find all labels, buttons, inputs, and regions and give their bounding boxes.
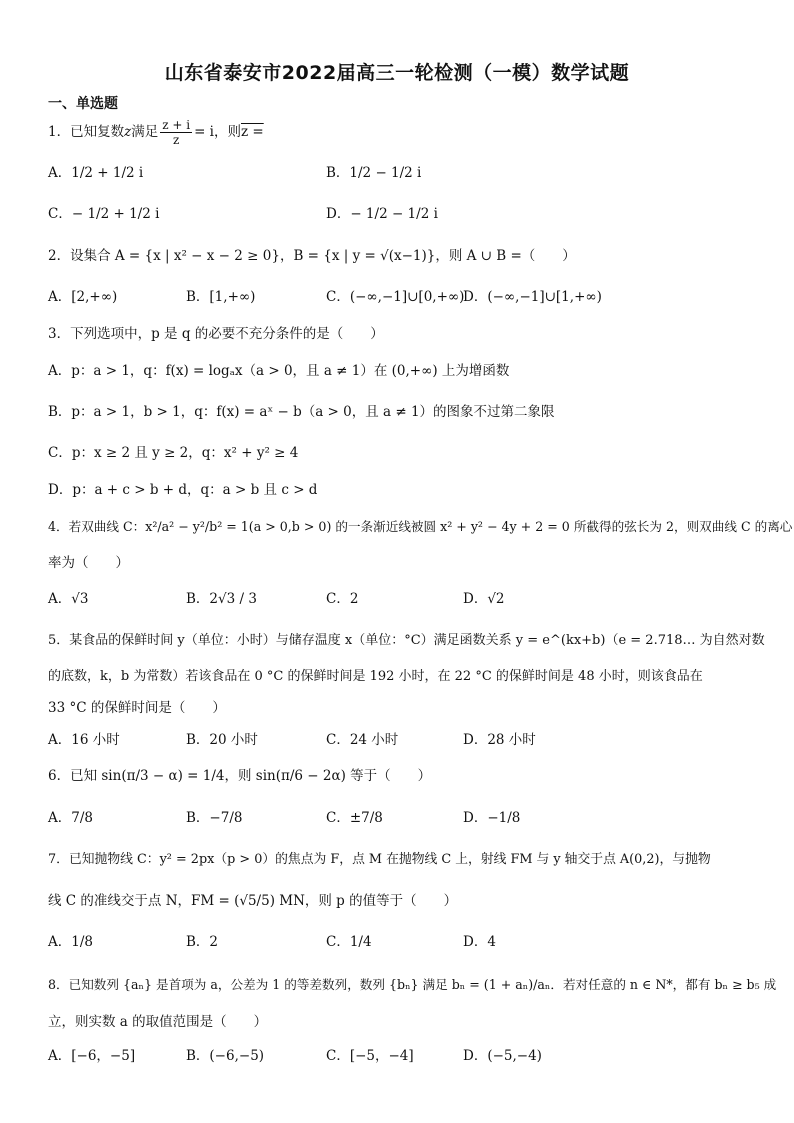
q2-stem: 2．设集合 A = {x | x² − x − 2 ≥ 0}，B = {x | y = √(x−1)}，则 A ∪ B =（ ） xyxy=(48,248,576,264)
q6-option-c: C．±7/8 xyxy=(326,810,383,826)
q1-stem-text: 1．已知复数 xyxy=(48,124,125,140)
q1-option-a: A．1/2 + 1/2 i xyxy=(48,165,144,181)
q7-stem-line-1: 7．已知抛物线 C：y² = 2px（p > 0）的焦点为 F，点 M 在抛物线 C 上，射线 FM 与 y 轴交于点 A(0,2)，与抛物 xyxy=(48,852,711,867)
q7-option-d: D．4 xyxy=(463,934,496,950)
q2-option-a: A．[2,+∞) xyxy=(48,289,118,305)
q4-option-c: C．2 xyxy=(326,591,359,607)
q1-stem-text-2: 满足 xyxy=(131,124,159,140)
q4-option-b: B．2√3 / 3 xyxy=(186,591,257,607)
q2-option-c: C．(−∞,−1]∪[0,+∞) xyxy=(326,289,465,305)
q8-option-d: D．(−5,−4) xyxy=(463,1048,542,1064)
q3-option-d: D．p：a + c > b + d，q：a > b 且 c > d xyxy=(48,482,318,498)
q8-stem-line-2: 立，则实数 a 的取值范围是（ ） xyxy=(48,1014,268,1030)
q7-option-c: C．1/4 xyxy=(326,934,372,950)
q5-option-a: A．16 小时 xyxy=(48,732,120,748)
q5-option-c: C．24 小时 xyxy=(326,732,399,748)
q5-stem-line-2: 的底数，k，b 为常数）若该食品在 0 °C 的保鲜时间是 192 小时，在 22 °C 的保鲜时间是 48 小时，则该食品在 xyxy=(48,669,703,684)
q7-option-a: A．1/8 xyxy=(48,934,93,950)
q1-stem-text-4: z = xyxy=(240,124,264,140)
q2-option-b: B．[1,+∞) xyxy=(186,289,256,305)
q5-stem-line-1: 5．某食品的保鲜时间 y（单位：小时）与储存温度 x（单位：°C）满足函数关系 y = e^(kx+b)（e = 2.718… 为自然对数 xyxy=(48,633,765,648)
q4-stem-line-2: 率为（ ） xyxy=(48,555,129,571)
q1-option-d: D．− 1/2 − 1/2 i xyxy=(326,206,438,222)
q4-stem-line-1: 4．若双曲线 C：x²/a² − y²/b² = 1(a > 0,b > 0) 的一条渐近线被圆 x² + y² − 4y + 2 = 0 所截得的弦长为 2，则双曲线 C 的离心 xyxy=(48,519,793,534)
page-title: 山东省泰安市2022届高三一轮检测（一模）数学试题 xyxy=(164,62,630,84)
q6-option-a: A．7/8 xyxy=(48,810,93,826)
q1-var: z xyxy=(124,124,132,140)
q5-stem-line-3: 33 °C 的保鲜时间是（ ） xyxy=(48,700,226,716)
q4-option-d: D．√2 xyxy=(463,591,505,607)
q3-option-a: A．p：a > 1，q：f(x) = logₐx（a > 0，且 a ≠ 1）在 (0,+∞) 上为增函数 xyxy=(48,363,510,379)
q3-option-c: C．p：x ≥ 2 且 y ≥ 2，q：x² + y² ≥ 4 xyxy=(48,445,299,461)
q3-stem: 3．下列选项中，p 是 q 的必要不充分条件的是（ ） xyxy=(48,326,384,342)
q8-option-a: A．[−6，−5] xyxy=(48,1048,136,1064)
q5-option-b: B．20 小时 xyxy=(186,732,258,748)
q8-option-c: C．[−5，−4] xyxy=(326,1048,414,1064)
q1-fraction: $\frac{z + i}{z}$ xyxy=(162,118,191,147)
q4-option-a: A．√3 xyxy=(48,591,89,607)
q7-option-b: B．2 xyxy=(186,934,219,950)
q2-option-d: D．(−∞,−1]∪[1,+∞) xyxy=(463,289,602,305)
q1-option-b: B．1/2 − 1/2 i xyxy=(326,165,422,181)
q6-stem: 6．已知 sin(π/3 − α) = 1/4，则 sin(π/6 − 2α) 等于（ ） xyxy=(48,768,432,784)
q1-stem xyxy=(48,118,264,147)
q8-stem-line-1: 8．已知数列 {aₙ} 是首项为 a，公差为 1 的等差数列，数列 {bₙ} 满足 bₙ = (1 + aₙ)/aₙ．若对任意的 n ∈ N*，都有 bₙ ≥ b₅ 成 xyxy=(48,977,777,992)
q5-option-d: D．28 小时 xyxy=(463,732,536,748)
q6-option-b: B．−7/8 xyxy=(186,810,243,826)
q3-option-b: B．p：a > 1，b > 1，q：f(x) = aˣ − b（a > 0，且 a ≠ 1）的图象不过第二象限 xyxy=(48,404,555,420)
q8-option-b: B．(−6,−5) xyxy=(186,1048,265,1064)
q6-option-d: D．−1/8 xyxy=(463,810,521,826)
section-heading: 一、单选题 xyxy=(48,96,118,112)
q7-stem-line-2: 线 C 的准线交于点 N，FM = (√5/5) MN，则 p 的值等于（ ） xyxy=(48,893,458,909)
q1-stem-text-3: = i，则 xyxy=(194,124,241,140)
q1-option-c: C．− 1/2 + 1/2 i xyxy=(48,206,160,222)
